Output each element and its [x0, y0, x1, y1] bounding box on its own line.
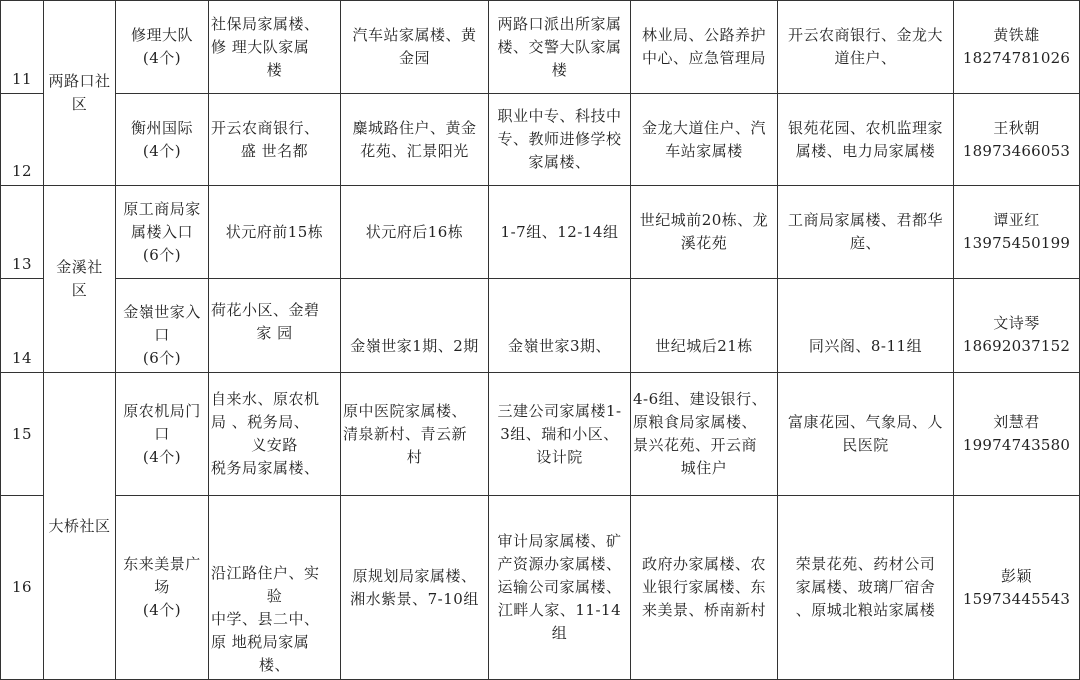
row-number: 16: [1, 496, 44, 680]
unit-cell: 原工商局家 属楼入口 (6个): [116, 186, 209, 279]
contact-name: 黄铁雄: [993, 26, 1040, 44]
area-cell: 金龙大道住户、汽 车站家属楼: [631, 94, 778, 186]
area-cell: 世纪城后21栋: [631, 279, 778, 373]
contact-name: 王秋朝: [993, 118, 1040, 137]
area-cell: 开云农商银行、 盛 世名都: [209, 94, 341, 186]
area-cell: 富康花园、气象局、人 民医院: [778, 373, 954, 496]
area-cell: 工商局家属楼、君都华 庭、: [778, 186, 954, 279]
contact-name: 刘慧君: [993, 413, 1040, 431]
area-cell: 三建公司家属楼1- 3组、瑞和小区、 设计院: [489, 373, 631, 496]
community-name: 金溪社 区: [44, 186, 116, 373]
contact-phone: 13975450199: [962, 234, 1071, 252]
area-cell: 两路口派出所家属 楼、交警大队家属 楼: [489, 1, 631, 94]
table-row: [1, 496, 1080, 680]
table-row: [1, 1, 1080, 94]
community-name: 两路口社 区: [44, 1, 116, 186]
area-cell: 状元府后16栋: [341, 186, 489, 279]
contact-cell: [954, 94, 1080, 186]
row-number: 12: [1, 94, 44, 186]
table-row: [1, 186, 1080, 279]
area-cell: 同兴阁、8-11组: [778, 279, 954, 373]
area-cell: 状元府前15栋: [209, 186, 341, 279]
contact-phone: 15973445543: [962, 589, 1071, 608]
area-cell: 社保局家属楼、 修 理大队家属 楼: [209, 1, 341, 94]
area-cell: 自来水、原农机 局 、税务局、 义安路 税务局家属楼、: [209, 373, 341, 496]
area-cell: 荣景花苑、药材公司 家属楼、玻璃厂宿舍 、原城北粮站家属楼: [778, 496, 954, 680]
area-cell: 金嶺世家3期、: [489, 279, 631, 373]
contact-phone: 18692037152: [962, 337, 1071, 355]
area-cell: 银苑花园、农机监理家 属楼、电力局家属楼: [778, 94, 954, 186]
area-cell: 林业局、公路养护 中心、应急管理局: [631, 1, 778, 94]
contact-name: 彭颖: [1000, 566, 1032, 585]
area-cell: 原规划局家属楼、 湘水紫景、7-10组: [341, 496, 489, 680]
area-cell: 麋城路住户、黄金 花苑、汇景阳光: [341, 94, 489, 186]
area-cell: 4-6组、建设银行、 原粮食局家属楼、 景兴花苑、开云商 城住户: [631, 373, 778, 496]
contact-phone: 19974743580: [962, 436, 1071, 454]
community-name: 大桥社区: [44, 373, 116, 680]
area-cell: 职业中专、科技中 专、教师进修学校 家属楼、: [489, 94, 631, 186]
area-cell: 审计局家属楼、矿 产资源办家属楼、 运输公司家属楼、 江畔人家、11-14 组: [489, 496, 631, 680]
row-number: 15: [1, 373, 44, 496]
contact-cell: [954, 279, 1080, 373]
contact-name: 谭亚红: [993, 211, 1040, 229]
table-row: [1, 94, 1080, 186]
contact-cell: [954, 373, 1080, 496]
area-cell: 金嶺世家1期、2期: [341, 279, 489, 373]
area-cell: 原中医院家属楼、 清泉新村、青云新 村: [341, 373, 489, 496]
unit-cell: 修理大队 (4个): [116, 1, 209, 94]
contact-name: 文诗琴: [993, 314, 1040, 332]
area-cell: 政府办家属楼、农 业银行家属楼、东 来美景、桥南新村: [631, 496, 778, 680]
row-number: 14: [1, 279, 44, 373]
area-cell: 世纪城前20栋、龙 溪花苑: [631, 186, 778, 279]
area-cell: 1-7组、12-14组: [489, 186, 631, 279]
contact-cell: [954, 1, 1080, 94]
contact-phone: 18973466053: [962, 141, 1071, 160]
unit-cell: 金嶺世家入 口 (6个): [116, 279, 209, 373]
table-row: [1, 373, 1080, 496]
row-number: 11: [1, 1, 44, 94]
area-cell: 开云农商银行、金龙大 道住户、: [778, 1, 954, 94]
unit-cell: 衡州国际 (4个): [116, 94, 209, 186]
contact-cell: [954, 496, 1080, 680]
unit-cell: 东来美景广 场 (4个): [116, 496, 209, 680]
unit-cell: 原农机局门 口 (4个): [116, 373, 209, 496]
area-cell: 沿江路住户、实 验 中学、县二中、 原 地税局家属 楼、: [209, 496, 341, 680]
area-cell: 汽车站家属楼、黄 金园: [341, 1, 489, 94]
table-row: [1, 279, 1080, 373]
contact-phone: 18274781026: [962, 49, 1071, 67]
contact-cell: [954, 186, 1080, 279]
area-cell: 荷花小区、金碧 家 园: [209, 279, 341, 373]
row-number: 13: [1, 186, 44, 279]
